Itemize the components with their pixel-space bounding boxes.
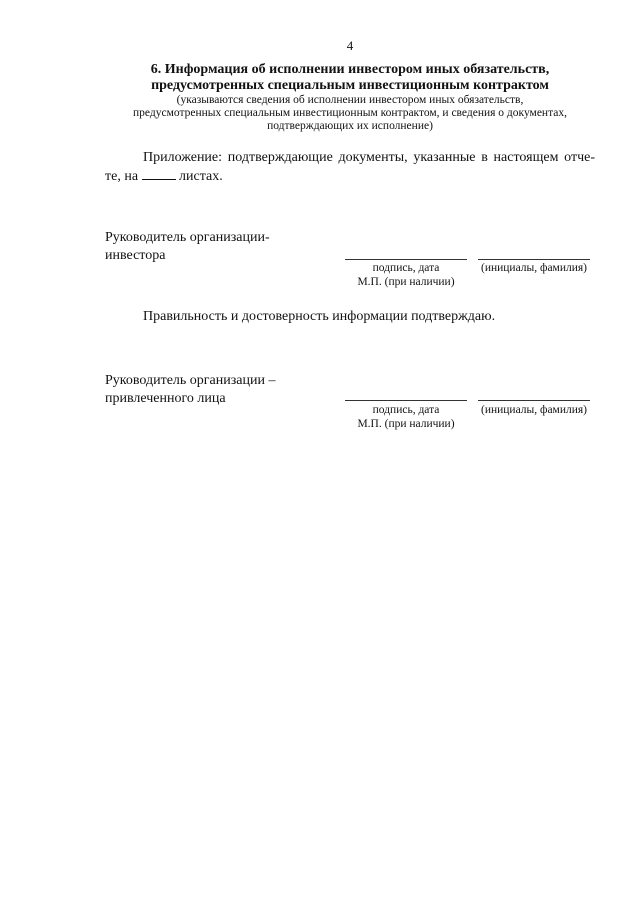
attracted-name-caption: (инициалы, фамилия): [480, 404, 588, 416]
appendix-text: Приложение: подтверждающие документы, указанные в настоящем отче- те, на: [105, 150, 595, 184]
section-note-line-2: предусмотренных специальным инвестиционным контрактом, и сведения о документах,: [133, 107, 567, 119]
investor-name-line: [478, 259, 590, 260]
investor-stamp-caption: М.П. (при наличии): [357, 276, 455, 288]
attracted-name-line: [478, 400, 590, 401]
investor-name-caption: (инициалы, фамилия): [480, 262, 588, 274]
investor-head-label-line-2: инвестора: [105, 248, 166, 263]
section-title-line-1: 6. Информация об исполнении инвестором иных обязательств,: [150, 62, 550, 77]
section-title-line-2: предусмотренных специальным инвестиционным контрактом: [151, 78, 549, 93]
sheet-count-blank: [142, 167, 176, 180]
section-title: [105, 62, 595, 94]
confirmation-text: Правильность и достоверность информации подтверждаю.: [143, 309, 496, 324]
section-note: [105, 94, 595, 133]
investor-head-label-line-1: Руководитель организации-: [105, 230, 270, 245]
attracted-signature-line: [345, 400, 467, 401]
attracted-head-label-line-1: Руководитель организации –: [105, 373, 276, 388]
investor-signature-line: [345, 259, 467, 260]
investor-head-label: [105, 229, 315, 265]
investor-signature-caption: подпись, дата: [372, 262, 440, 274]
attracted-head-label: [105, 372, 315, 408]
attracted-signature-caption: подпись, дата: [372, 404, 440, 416]
section-note-line-1: (указываются сведения об исполнении инвестором иных обязательств,: [176, 94, 524, 106]
attracted-stamp-caption: М.П. (при наличии): [357, 418, 455, 430]
section-note-line-3: подтверждающих их исполнение): [267, 120, 433, 132]
appendix-paragraph: [105, 148, 595, 186]
page-number: 4: [346, 38, 354, 53]
appendix-text-end: листах.: [179, 169, 223, 184]
attracted-head-label-line-2: привлеченного лица: [105, 391, 226, 406]
